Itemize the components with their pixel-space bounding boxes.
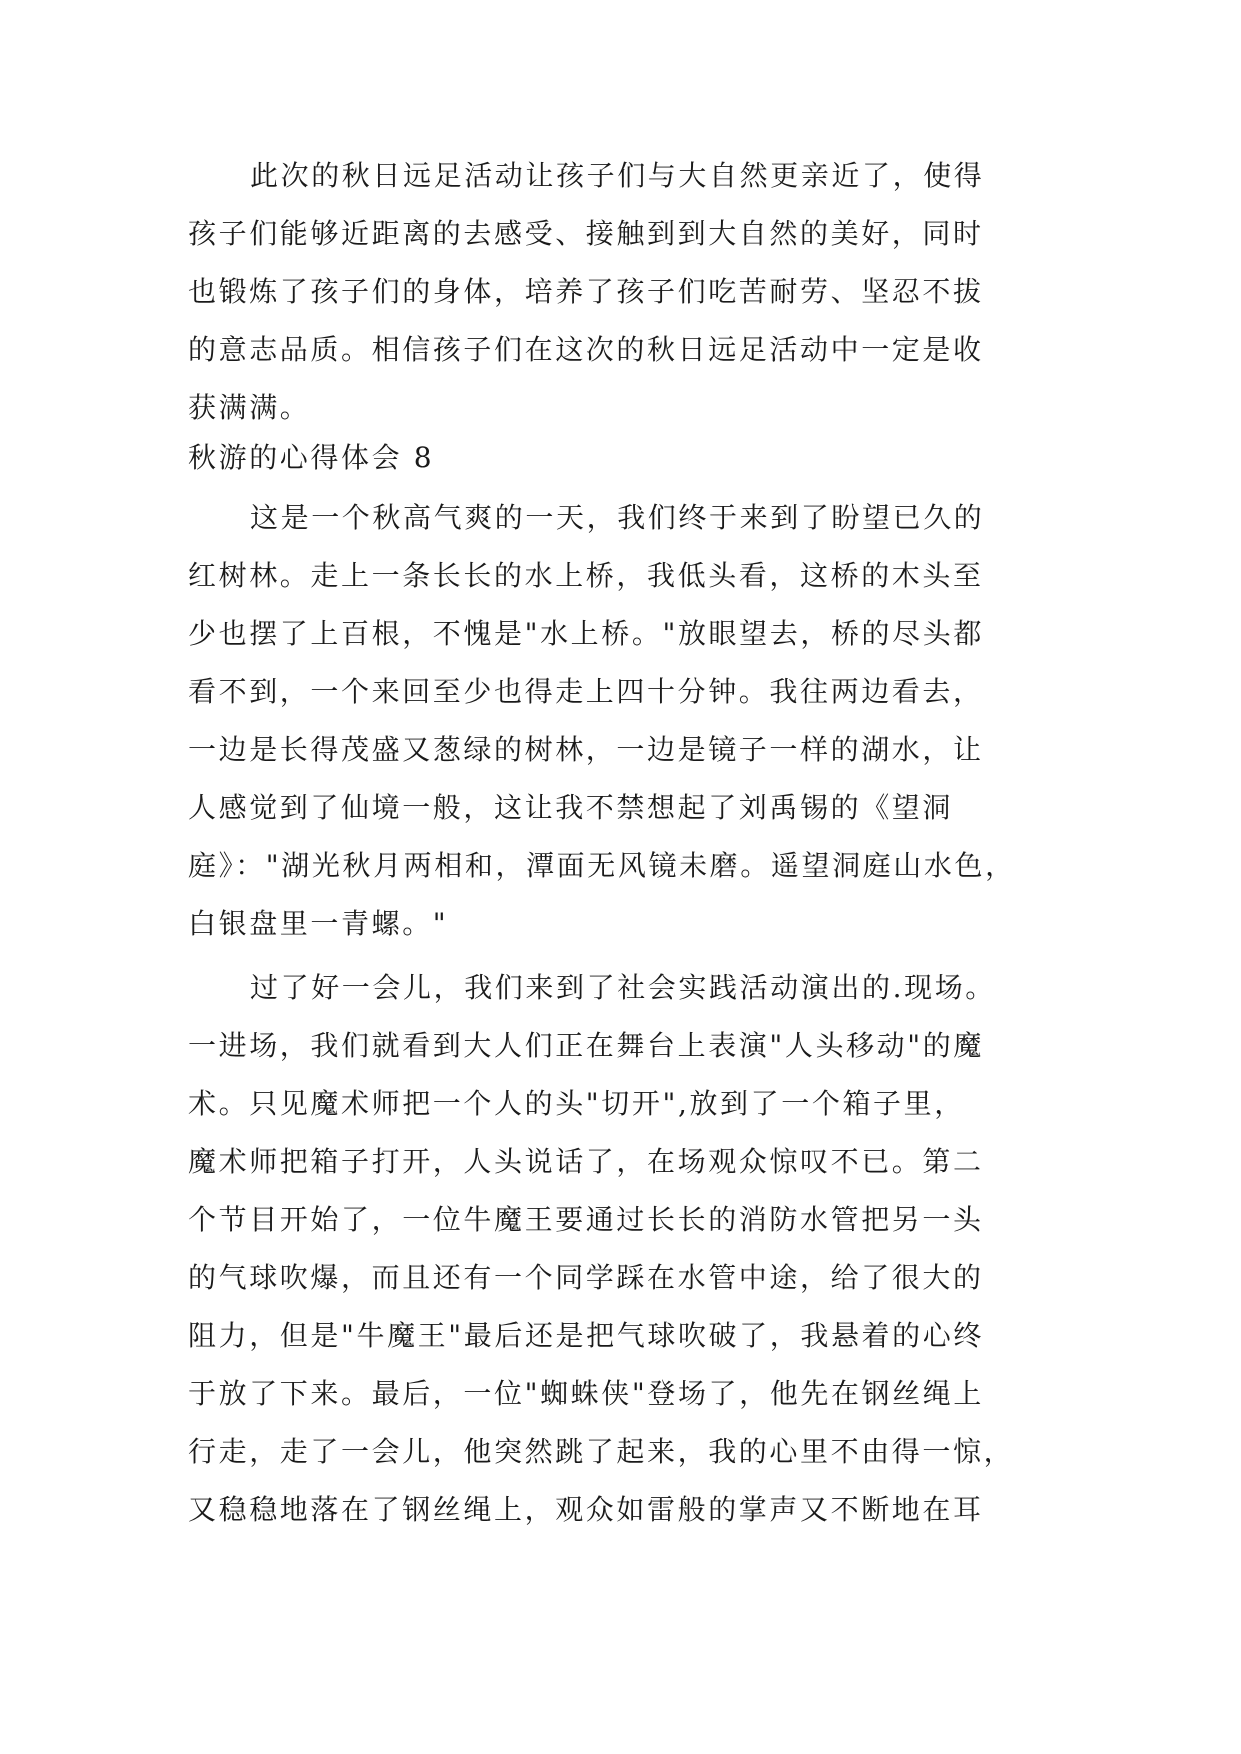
paragraph-1-line-1: 此次的秋日远足活动让孩子们与大自然更亲近了，使得: [250, 159, 985, 192]
paragraph-3-line-2: 一进场，我们就看到大人们正在舞台上表演"人头移动"的魔: [188, 1029, 984, 1062]
paragraph-1-line-3: 也锻炼了孩子们的身体，培养了孩子们吃苦耐劳、坚忍不拔: [188, 275, 984, 308]
paragraph-3-line-7: 阻力，但是"牛魔王"最后还是把气球吹破了，我悬着的心终: [188, 1319, 984, 1352]
paragraph-2-line-6: 人感觉到了仙境一般，这让我不禁想起了刘禹锡的《望洞: [188, 791, 954, 824]
paragraph-2-line-4: 看不到，一个来回至少也得走上四十分钟。我往两边看去，: [188, 675, 984, 708]
paragraph-2-line-2: 红树林。走上一条长长的水上桥，我低头看，这桥的木头至: [188, 559, 984, 592]
paragraph-3-line-4: 魔术师把箱子打开，人头说话了，在场观众惊叹不已。第二: [188, 1145, 984, 1178]
paragraph-2-line-5: 一边是长得茂盛又葱绿的树林，一边是镜子一样的湖水，让: [188, 733, 984, 766]
paragraph-3-line-6: 的气球吹爆，而且还有一个同学踩在水管中途，给了很大的: [188, 1261, 984, 1294]
paragraph-3-line-1: 过了好一会儿，我们来到了社会实践活动演出的.现场。: [250, 971, 996, 1004]
paragraph-1-line-2: 孩子们能够近距离的去感受、接触到到大自然的美好，同时: [188, 217, 984, 250]
paragraph-2-line-3: 少也摆了上百根，不愧是"水上桥。"放眼望去，桥的尽头都: [188, 617, 984, 650]
paragraph-2-line-1: 这是一个秋高气爽的一天，我们终于来到了盼望已久的: [250, 501, 985, 534]
paragraph-3-line-3: 术。只见魔术师把一个人的头"切开",放到了一个箱子里，: [188, 1087, 965, 1120]
paragraph-1-line-5: 获满满。: [188, 391, 311, 424]
paragraph-1-line-4: 的意志品质。相信孩子们在这次的秋日远足活动中一定是收: [188, 333, 984, 366]
paragraph-3-line-9: 行走，走了一会儿，他突然跳了起来，我的心里不由得一惊，: [188, 1435, 1015, 1468]
section-heading: 秋游的心得体会 8: [188, 441, 435, 474]
paragraph-3-line-8: 于放了下来。最后，一位"蜘蛛侠"登场了，他先在钢丝绳上: [188, 1377, 984, 1410]
paragraph-2-line-8: 白银盘里一青螺。": [188, 907, 449, 940]
paragraph-3-line-10: 又稳稳地落在了钢丝绳上，观众如雷般的掌声又不断地在耳: [188, 1493, 984, 1526]
paragraph-2-line-7: 庭》："湖光秋月两相和，潭面无风镜未磨。遥望洞庭山水色，: [188, 849, 1016, 882]
paragraph-3-line-5: 个节目开始了，一位牛魔王要通过长长的消防水管把另一头: [188, 1203, 984, 1236]
